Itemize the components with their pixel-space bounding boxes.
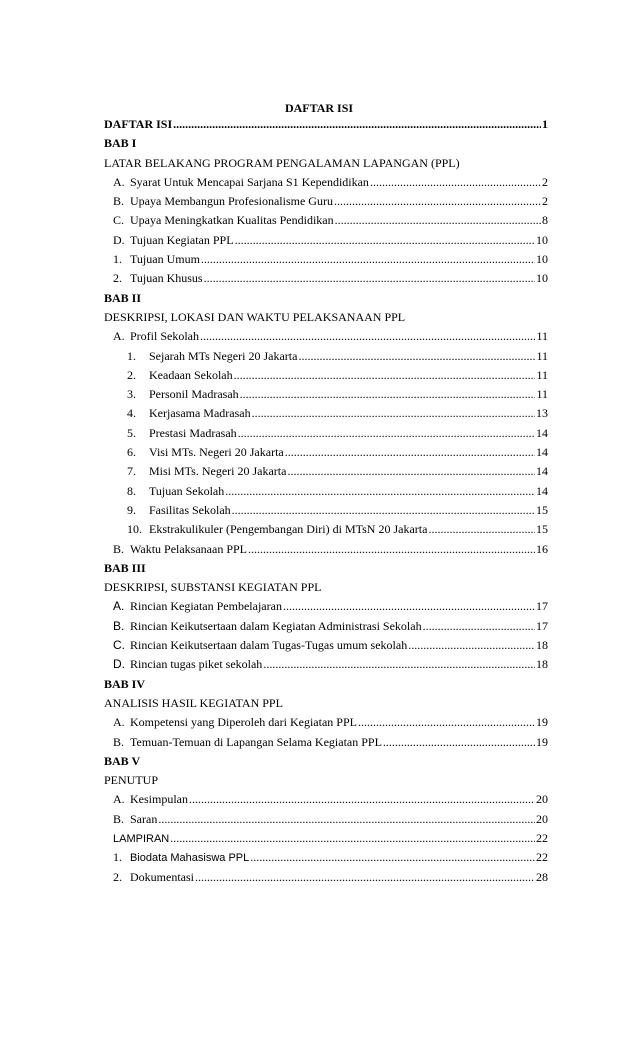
- toc-page-number: 18: [536, 638, 548, 653]
- toc-entry-title: Rincian Keikutsertaan dalam Kegiatan Administrasi Sekolah: [130, 618, 422, 633]
- toc-entry: [104, 713, 548, 732]
- toc-entry-number: A.: [113, 329, 125, 344]
- toc-page-number: 14: [536, 464, 548, 479]
- dot-leader: [428, 520, 535, 539]
- toc-entry-number: C.: [113, 638, 125, 653]
- chapter-heading: BAB I: [104, 136, 137, 151]
- toc-entry: [104, 462, 548, 481]
- toc-entry-title: Tujuan Umum: [130, 252, 200, 267]
- toc-entry-number: 2.: [127, 367, 136, 382]
- dot-leader: [285, 443, 535, 462]
- dot-leader: [283, 597, 535, 616]
- toc-entry-number: B.: [113, 194, 125, 209]
- toc-entry: [104, 810, 548, 829]
- toc-page-number: 14: [536, 445, 548, 460]
- toc-entry-number: 8.: [127, 483, 136, 498]
- toc-entry-number: D.: [113, 232, 125, 247]
- toc-page-number: 11: [536, 367, 548, 382]
- toc-entry-number: 7.: [127, 464, 136, 479]
- toc-entry-number: A.: [113, 715, 125, 730]
- toc-entry-title: Temuan-Temuan di Lapangan Selama Kegiatan PPL: [130, 734, 382, 749]
- dot-leader: [358, 713, 535, 732]
- toc-entry: [104, 327, 548, 346]
- dot-leader: [189, 790, 535, 809]
- toc-entry-number: B.: [113, 811, 125, 826]
- dot-leader: [408, 636, 535, 655]
- toc-page-number: 10: [536, 252, 548, 267]
- dot-leader: [158, 810, 535, 829]
- toc-entry-title: Tujuan Sekolah: [149, 483, 225, 498]
- toc-page-number: 14: [536, 425, 548, 440]
- toc-page-number: 8: [542, 213, 548, 228]
- toc-entry-number: 1.: [113, 850, 122, 865]
- toc-entry: [104, 115, 548, 134]
- toc-entry: [104, 655, 548, 674]
- toc-page-number: 2: [542, 174, 548, 189]
- toc-page-number: 19: [536, 715, 548, 730]
- toc-entry: [104, 482, 548, 501]
- toc-entry-title: LAMPIRAN: [113, 832, 170, 845]
- toc-page-number: 18: [536, 657, 548, 672]
- toc-entry: [104, 848, 548, 867]
- toc-entry-title: Rincian Kegiatan Pembelajaran: [130, 599, 282, 614]
- toc-entry-title: Prestasi Madrasah: [149, 425, 237, 440]
- toc-entry: [104, 366, 548, 385]
- dot-leader: [298, 347, 535, 366]
- toc-page-number: 28: [536, 869, 548, 884]
- toc-entry-title: Personil Madrasah: [149, 387, 239, 402]
- chapter-heading: BAB II: [104, 290, 142, 305]
- chapter-heading: BAB V: [104, 753, 141, 768]
- dot-leader: [334, 192, 541, 211]
- dot-leader: [170, 829, 535, 848]
- chapter-title: ANALISIS HASIL KEGIATAN PPL: [104, 695, 283, 710]
- toc-entry-number: D.: [113, 657, 125, 672]
- toc-entry-title: Keadaan Sekolah: [149, 367, 233, 382]
- toc-page-number: 17: [536, 599, 548, 614]
- toc-entry-number: 1.: [113, 252, 122, 267]
- toc-page-number: 22: [536, 830, 548, 845]
- toc-entry-title: Biodata Mahasiswa PPL: [130, 852, 250, 865]
- dot-leader: [232, 501, 535, 520]
- toc-entry-number: 5.: [127, 425, 136, 440]
- table-of-contents: [104, 115, 548, 887]
- dot-leader: [370, 173, 541, 192]
- chapter-title: PENUTUP: [104, 773, 159, 788]
- toc-entry: [104, 250, 548, 269]
- toc-page-number: 17: [536, 618, 548, 633]
- toc-entry-title: Kerjasama Madrasah: [149, 406, 251, 421]
- toc-entry-number: 3.: [127, 387, 136, 402]
- page-title: DAFTAR ISI: [284, 101, 354, 115]
- toc-entry: [104, 597, 548, 616]
- toc-entry: [104, 385, 548, 404]
- toc-entry-title: Tujuan Khusus: [130, 271, 203, 286]
- toc-entry-title: Profil Sekolah: [130, 329, 199, 344]
- toc-page-number: 10: [536, 232, 548, 247]
- dot-leader: [235, 231, 535, 250]
- toc-page-number: 16: [536, 541, 548, 556]
- toc-entry: [104, 617, 548, 636]
- toc-entry: [104, 404, 548, 423]
- dot-leader: [195, 868, 535, 887]
- toc-entry-number: 2.: [113, 869, 122, 884]
- toc-page-number: 14: [536, 483, 548, 498]
- toc-entry: [104, 868, 548, 887]
- toc-page-number: 13: [536, 406, 548, 421]
- dot-leader: [287, 462, 535, 481]
- toc-entry: [104, 231, 548, 250]
- toc-page-number: 15: [536, 522, 548, 537]
- toc-entry-number: A.: [113, 174, 125, 189]
- toc-page-number: 2: [542, 194, 548, 209]
- toc-entry-number: B.: [113, 541, 125, 556]
- toc-entry: [104, 173, 548, 192]
- dot-leader: [234, 366, 536, 385]
- toc-entry-number: 4.: [127, 406, 136, 421]
- dot-leader: [173, 115, 541, 134]
- toc-entry-title: Visi MTs. Negeri 20 Jakarta: [149, 445, 284, 460]
- dot-leader: [240, 385, 536, 404]
- toc-entry-title: Dokumentasi: [130, 869, 194, 884]
- toc-entry-title: Misi MTs. Negeri 20 Jakarta: [149, 464, 287, 479]
- toc-entry-number: 10.: [127, 522, 142, 537]
- toc-page-number: 10: [536, 271, 548, 286]
- dot-leader: [225, 482, 535, 501]
- chapter-title: DESKRIPSI, LOKASI DAN WAKTU PELAKSANAAN PPL: [104, 309, 406, 324]
- toc-entry-title: Fasilitas Sekolah: [149, 502, 231, 517]
- toc-entry-title: Upaya Meningkatkan Kualitas Pendidikan: [130, 213, 334, 228]
- toc-page-number: 1: [542, 117, 548, 131]
- toc-entry-number: A.: [113, 792, 125, 807]
- toc-entry-title: Waktu Pelaksanaan PPL: [130, 541, 248, 556]
- dot-leader: [200, 327, 535, 346]
- toc-entry-number: B.: [113, 618, 125, 633]
- chapter-title: DESKRIPSI, SUBSTANSI KEGIATAN PPL: [104, 580, 322, 595]
- dot-leader: [204, 269, 535, 288]
- toc-entry-title: Upaya Membangun Profesionalisme Guru: [130, 194, 333, 209]
- dot-leader: [263, 655, 535, 674]
- toc-page-number: 11: [536, 387, 548, 402]
- toc-entry-number: 1.: [127, 348, 136, 363]
- dot-leader: [238, 424, 535, 443]
- toc-page-number: 20: [536, 792, 548, 807]
- toc-entry: [104, 192, 548, 211]
- toc-entry-title: Tujuan Kegiatan PPL: [130, 232, 234, 247]
- dot-leader: [252, 404, 535, 423]
- toc-entry: [104, 443, 548, 462]
- toc-entry: [104, 636, 548, 655]
- toc-page-number: 11: [536, 329, 548, 344]
- dot-leader: [201, 250, 535, 269]
- toc-entry: [104, 211, 548, 230]
- toc-entry: [104, 269, 548, 288]
- toc-entry-title: Ekstrakulikuler (Pengembangan Diri) di MTsN 20 Jakarta: [149, 522, 428, 537]
- toc-entry-title: DAFTAR ISI: [104, 117, 173, 131]
- toc-entry: [104, 520, 548, 539]
- toc-entry-title: Rincian tugas piket sekolah: [130, 657, 263, 672]
- toc-entry-number: 2.: [113, 271, 122, 286]
- toc-entry-title: Syarat Untuk Mencapai Sarjana S1 Kependidikan: [130, 174, 369, 189]
- dot-leader: [250, 848, 535, 867]
- toc-entry-title: Kompetensi yang Diperoleh dari Kegiatan PPL: [130, 715, 357, 730]
- toc-entry-title: Sejarah MTs Negeri 20 Jakarta: [149, 348, 298, 363]
- toc-entry-title: Saran: [130, 811, 158, 826]
- toc-entry-title: Rincian Keikutsertaan dalam Tugas-Tugas umum sekolah: [130, 638, 408, 653]
- chapter-heading: BAB IV: [104, 676, 146, 691]
- toc-entry: [104, 829, 548, 848]
- toc-page-number: 15: [536, 502, 548, 517]
- toc-page-number: 19: [536, 734, 548, 749]
- toc-entry-number: A.: [113, 599, 125, 614]
- chapter-heading: BAB III: [104, 560, 146, 575]
- toc-entry-number: B.: [113, 734, 125, 749]
- dot-leader: [423, 617, 535, 636]
- chapter-title: LATAR BELAKANG PROGRAM PENGALAMAN LAPANGAN (PPL): [104, 155, 460, 170]
- toc-entry-number: C.: [113, 213, 125, 228]
- toc-entry: [104, 540, 548, 559]
- toc-entry-number: 9.: [127, 502, 136, 517]
- dot-leader: [248, 540, 535, 559]
- dot-leader: [335, 211, 541, 230]
- dot-leader: [383, 733, 535, 752]
- toc-page-number: 11: [536, 348, 548, 363]
- toc-entry-number: 6.: [127, 445, 136, 460]
- toc-page-number: 22: [536, 850, 548, 865]
- toc-entry-title: Kesimpulan: [130, 792, 188, 807]
- toc-entry: [104, 501, 548, 520]
- toc-entry: [104, 733, 548, 752]
- toc-entry: [104, 347, 548, 366]
- toc-entry: [104, 790, 548, 809]
- toc-entry: [104, 424, 548, 443]
- toc-page-number: 20: [536, 811, 548, 826]
